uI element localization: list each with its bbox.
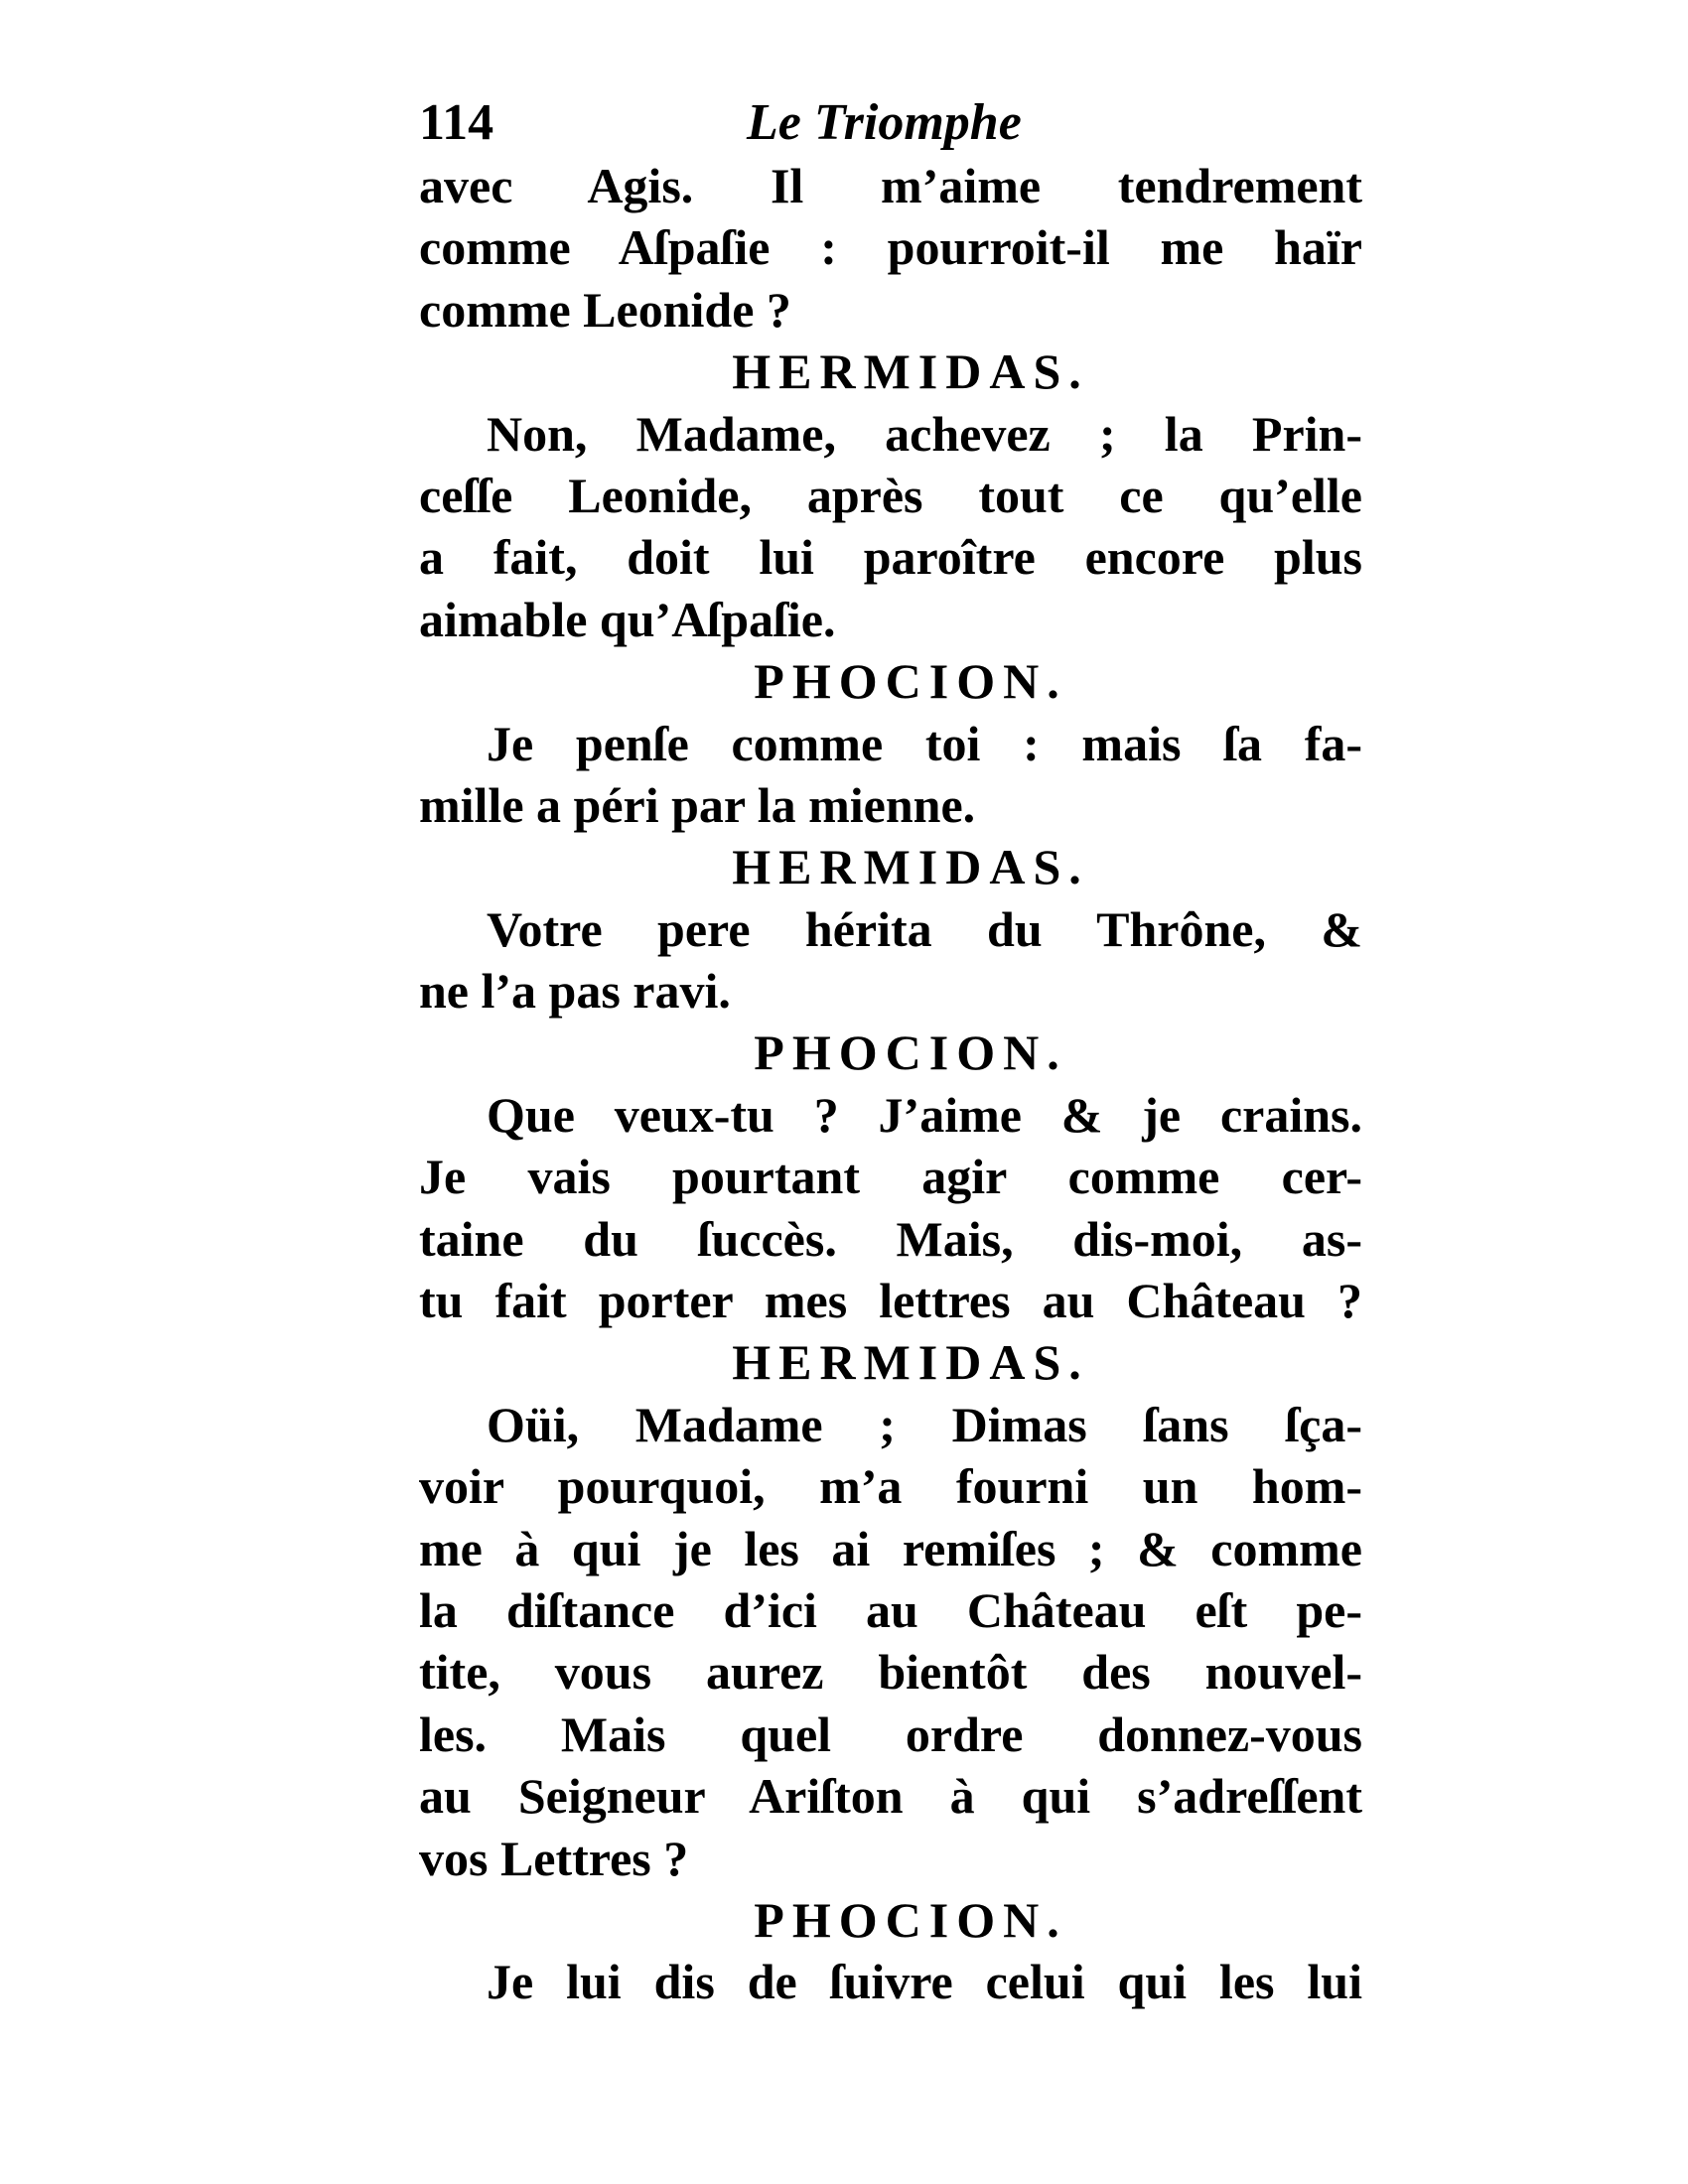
speaker-name: PHOCION. [754,1024,1067,1081]
text-line: les. Mais quel ordre donnez-vous [419,1706,1362,1762]
running-header [419,91,1362,155]
text-line: tite, vous aurez bientôt des nouvel- [419,1644,1362,1701]
text-line: comme Aſpaſie : pourroit-il me haïr [419,219,1362,276]
text-line: Votre pere hérita du Thrône, & [487,900,1362,957]
text-line: Je lui dis de ſuivre celui qui les lui [487,1954,1362,2010]
text-line: Je vais pourtant agir comme cer- [419,1149,1362,1205]
text-line: avec Agis. Il m’aime tendrement [419,158,1362,213]
text-line: au Seigneur Ariſton à qui s’adreſſent [419,1768,1362,1825]
text-line: vos Lettres ? [419,1830,689,1886]
text-line: aimable qu’Aſpaſie. [419,591,836,647]
text-line: Non, Madame, achevez ; la Prin- [487,405,1362,462]
running-title: Le Triomphe [747,94,1022,151]
text-line: ne l’a pas ravi. [419,963,731,1020]
text-line: tu fait porter mes lettres au Château ? [419,1273,1362,1329]
text-line: mille a péri par la mienne. [419,776,976,833]
speaker-name: HERMIDAS. [732,839,1089,895]
speaker-name: HERMIDAS. [732,1334,1089,1391]
body-text [419,155,1362,2013]
text-line: Oüi, Madame ; Dimas ſans ſça- [487,1396,1362,1452]
speaker-name: PHOCION. [754,653,1067,710]
text-line: taine du ſuccès. Mais, dis-moi, as- [419,1210,1362,1267]
text-line: me à qui je les ai remiſes ; & comme [419,1520,1362,1576]
text-line: voir pourquoi, m’a fourni un hom- [419,1458,1362,1515]
page-number: 114 [419,94,494,151]
text-line: ceſſe Leonide, après tout ce qu’elle [419,467,1362,523]
text-line: Je penſe comme toi : mais ſa fa- [487,715,1362,771]
speaker-name: PHOCION. [754,1891,1067,1948]
text-line: a fait, doit lui paroître encore plus [419,529,1362,586]
text-line: comme Leonide ? [419,281,791,338]
book-page [419,91,1362,2013]
speaker-name: HERMIDAS. [732,343,1089,400]
text-line: Que veux-tu ? J’aime & je crains. [487,1086,1362,1143]
text-line: la diſtance d’ici au Château eſt pe- [419,1581,1362,1638]
